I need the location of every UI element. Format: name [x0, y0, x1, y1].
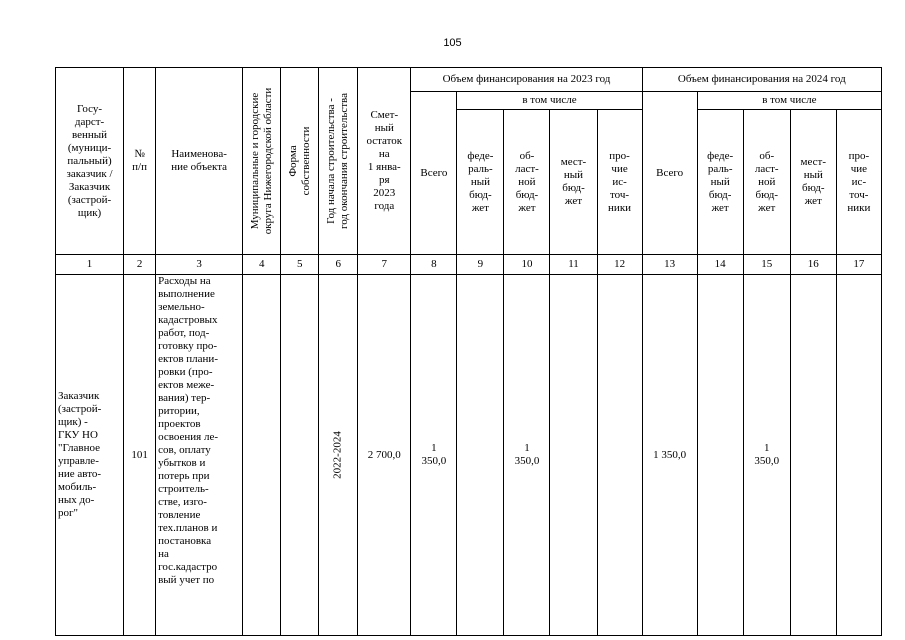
- table-row: [56, 275, 882, 636]
- header-including-2023: в том числе: [457, 92, 642, 110]
- header-balance: Смет- ный остаток на 1 янва- ря 2023 года: [358, 68, 411, 255]
- column-number: 9: [457, 255, 504, 275]
- header-regional-2024: об- ласт- ной бюд- жет: [743, 110, 790, 255]
- header-num: № п/п: [124, 68, 156, 255]
- column-number: 4: [243, 255, 281, 275]
- header-municipal: Муниципальные и городские округа Нижегородской области: [243, 68, 281, 255]
- cell-customer: Заказчик (застрой- щик) - ГКУ НО "Главное управле- ние авто- мобиль- ных до- рог": [56, 275, 124, 636]
- column-number: 12: [597, 255, 642, 275]
- cell-other-2024: [836, 275, 881, 636]
- column-number: 1: [56, 255, 124, 275]
- column-number: 5: [281, 255, 319, 275]
- header-federal-2023: феде- раль- ный бюд- жет: [457, 110, 504, 255]
- column-number: 7: [358, 255, 411, 275]
- cell-years: 2022-2024: [319, 275, 358, 636]
- cell-local-2023: [550, 275, 597, 636]
- cell-balance: 2 700,0: [358, 275, 411, 636]
- header-customer: Госу- дарст- венный (муници- пальный) заказчик / Заказчик (застрой- щик): [56, 68, 124, 255]
- financing-table: [55, 67, 882, 636]
- header-total-2024: Всего: [642, 92, 697, 255]
- header-ownership: Форма собственности: [281, 68, 319, 255]
- cell-ownership: [281, 275, 319, 636]
- header-total-2023: Всего: [411, 92, 457, 255]
- column-number: 6: [319, 255, 358, 275]
- header-years: Год начала строительства - год окончания строительства: [319, 68, 358, 255]
- cell-object-name: Расходы на выполнение земельно- кадастровых работ, под- готовку про- ектов плани- ровки (про- ектов меже- вания) тер- ритории, проектов освоения ле- сов, оплату убытков и потерь при строитель- стве, изго- товление тех.планов и постановка на гос.кадастро вый учет по: [156, 275, 243, 636]
- cell-federal-2023: [457, 275, 504, 636]
- header-other-2024: про- чие ис- точ- ники: [836, 110, 881, 255]
- cell-regional-2024: 1 350,0: [743, 275, 790, 636]
- header-object-name: Наименова- ние объекта: [156, 68, 243, 255]
- cell-regional-2023: 1 350,0: [504, 275, 550, 636]
- header-other-2023: про- чие ис- точ- ники: [597, 110, 642, 255]
- column-number: 14: [697, 255, 743, 275]
- cell-local-2024: [790, 275, 836, 636]
- header-local-2024: мест- ный бюд- жет: [790, 110, 836, 255]
- column-number: 10: [504, 255, 550, 275]
- column-number: 13: [642, 255, 697, 275]
- column-number: 11: [550, 255, 597, 275]
- column-number: 17: [836, 255, 881, 275]
- cell-num: 101: [124, 275, 156, 636]
- header-federal-2024: феде- раль- ный бюд- жет: [697, 110, 743, 255]
- cell-other-2023: [597, 275, 642, 636]
- header-including-2024: в том числе: [697, 92, 881, 110]
- cell-municipal: [243, 275, 281, 636]
- header-local-2023: мест- ный бюд- жет: [550, 110, 597, 255]
- cell-federal-2024: [697, 275, 743, 636]
- column-number: 15: [743, 255, 790, 275]
- header-fin-2023: Объем финансирования на 2023 год: [411, 68, 642, 92]
- column-number: 2: [124, 255, 156, 275]
- column-number-row: [56, 255, 882, 275]
- header-row-1: [56, 68, 882, 92]
- column-number: 3: [156, 255, 243, 275]
- column-number: 16: [790, 255, 836, 275]
- cell-total-2024: 1 350,0: [642, 275, 697, 636]
- column-number: 8: [411, 255, 457, 275]
- header-fin-2024: Объем финансирования на 2024 год: [642, 68, 881, 92]
- page-number: 105: [443, 37, 462, 49]
- header-regional-2023: об- ласт- ной бюд- жет: [504, 110, 550, 255]
- cell-total-2023: 1 350,0: [411, 275, 457, 636]
